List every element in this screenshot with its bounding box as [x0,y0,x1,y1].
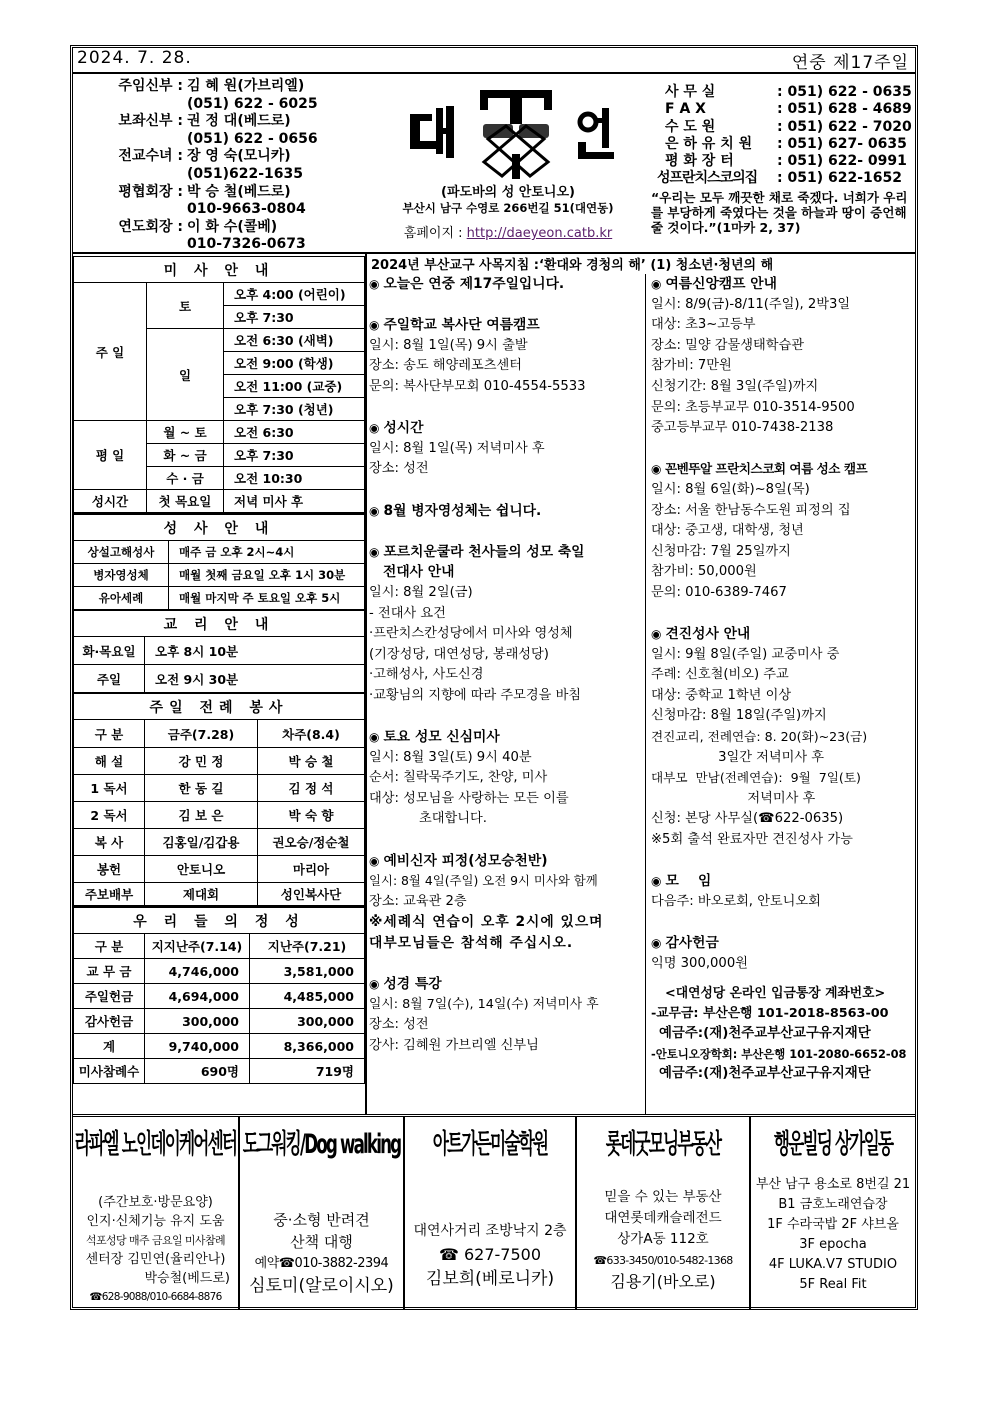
ad-title: 도그워킹/Dog walking [242,1129,401,1160]
mass-time: 오전 6:30 (새벽) [224,329,365,352]
notice-title: ◉ 모 임 [651,873,712,890]
bullet-icon: ◉ [369,853,380,868]
bullet-icon: ◉ [369,544,380,559]
notice-line: 초대합니다. [419,811,487,827]
notice-bold-line: 대부모님들은 참석해 주십시오. [369,935,574,951]
liturgy-role: 주보배부 [74,883,145,906]
notice-line: ·프란치스칸성당에서 미사와 영성체 [369,626,573,642]
notice-line: 중고등부교무 010-7438-2138 [651,420,834,436]
notices-middle [369,274,641,1057]
notice-title: ◉ 8월 병자영성체는 쉽니다. [369,502,542,519]
staff-list [83,78,373,254]
contact-value: : 051) 622 - 0635 [777,84,912,100]
liturgy-this-week: 강 민 정 [145,748,258,775]
offering-prev1: 8,366,000 [250,1034,365,1059]
column-divider [365,254,367,1114]
contact-label: 평 화 장 터 [665,153,734,170]
notice-title: ◉ 여름신앙캠프 안내 [651,276,777,292]
ad-body: 중·소형 반려견 산책 대행 예약☎010-3882-2394 심토미(알로이시오) [249,1211,394,1296]
liturgy-next-week: 권오승/정순철 [258,829,365,856]
weekday-days: 수 · 금 [147,467,224,490]
ad-daycare-center [73,1117,240,1310]
notice-line: 문의: 010-6389-7467 [651,584,787,600]
notice-line: 참가비: 50,000원 [651,564,757,580]
homepage-row [373,222,643,241]
offering-prev2: 300,000 [145,1009,250,1034]
offering-prev1: 4,485,000 [250,984,365,1009]
contact-label: 사 무 실 [665,84,716,100]
sacrament-value: 매월 마지막 주 토요일 오후 5시 [169,587,365,610]
staff-phone: (051) 622 - 0656 [187,130,318,147]
notice-line: 일시: 8월 6일(화)~8일(목) [651,481,810,497]
offering-prev1: 719명 [250,1059,365,1084]
notice-line: 일시: 8/9(금)-8/11(주일), 2박3일 [651,296,851,312]
sacrament-label: 유아세례 [74,587,169,610]
staff-phone: (051) 622 - 6025 [187,95,318,112]
notice-line: 강사: 김혜원 가브리엘 신부님 [369,1037,539,1053]
notice-line: 장소: 서울 한남동수도원 피정의 집 [651,502,851,518]
notice-line: 일시: 8월 3일(토) 9시 40분 [369,749,532,765]
ad-body: 믿을 수 있는 부동산 대연롯데캐슬레전드 상가A동 112호 ☎633-3450/010-5482-1368 김용기(바오로) [593,1189,733,1291]
bullet-icon: ◉ [369,421,380,436]
bullet-icon: ◉ [369,977,380,992]
bullet-icon: ◉ [651,277,662,291]
liturgy-header: 금주(7.28) [145,720,258,748]
ad-title: 롯데굿모닝부동산 [605,1129,721,1160]
contact-label: 성프란치스코의집 [657,170,758,187]
liturgy-next-week: 박 숙 향 [258,802,365,829]
notice-title: ◉ 꼰벤뚜알 프란치스코회 여름 성소 캠프 [651,461,868,477]
ad-body: 부산 남구 용소로 8번길 21 B1 금호노래연습장 1F 수라국밥 2F 샤브올 3F epocha 4F LUKA.V7 STUDIO 5F Real Fit [755,1177,911,1292]
bullet-icon: ◉ [369,503,380,518]
notice-title: ◉ 토요 성모 신심미사 [369,729,500,746]
notice-title: ◉ 감사헌금 [651,935,719,951]
holy-hour-time: 저녁 미사 후 [224,490,365,513]
offerings-table [73,906,365,1084]
bullet-icon: ◉ [369,730,380,745]
offerings-header: 지난주(7.21) [250,934,365,959]
notice-line: 일시: 8월 4일(주일) 오전 9시 미사와 함께 [369,873,598,889]
bulletin-page [70,45,918,1310]
liturgy-service-table [73,693,365,906]
offering-prev2: 4,694,000 [145,984,250,1009]
holy-hour-day: 첫 목요일 [147,490,224,513]
account-holder: 예금주:(재)천주교부산교구유지재단 [659,1066,871,1082]
notice-line: 주례: 신호철(비오) 주교 [651,667,789,683]
ad-real-estate [577,1117,751,1310]
mass-time: 오후 7:30 (청년) [224,398,365,421]
notice-line: ·교황님의 지향에 따라 주모경을 바침 [369,687,582,703]
notice-line: 장소: 성전 [369,1017,429,1033]
liturgy-role: 해 설 [74,748,145,775]
date-bar [73,48,915,74]
offering-prev2: 9,740,000 [145,1034,250,1059]
notice-line: 참가비: 7만원 [651,358,732,374]
mass-time: 오후 7:30 [224,444,365,467]
account-line: -안토니오장학회: 부산은행 101-2080-6652-08 [651,1047,907,1062]
notice-title: ◉ 성시간 [369,420,424,437]
staff-label: 연도회장 : [118,218,183,235]
sacrament-value: 매주 금 오후 2시~4시 [169,541,365,564]
liturgy-this-week: 한 동 길 [145,775,258,802]
homepage-label: 홈페이지 : [403,226,463,241]
notices-right [651,274,913,1084]
notice-line: 대상: 중학교 1학년 이상 [651,687,792,703]
staff-name: 김 혜 원(가브리엘) [187,78,305,94]
offering-category: 교 무 금 [74,959,145,984]
notice-line: 장소: 밀양 감물생태학습관 [651,337,804,353]
notice-line: 신청마감: 8월 18일(주일)까지 [651,708,827,724]
ad-title: 라파엘 노인데이케어센터 [74,1129,237,1160]
sacraments-title: 성 사 안 내 [74,514,365,541]
weekday-days: 월 ~ 토 [147,421,224,444]
staff-phone: (051)622-1635 [187,165,304,182]
staff-name: 박 승 철(베드로) [187,183,291,200]
contact-value: : 051) 628 - 4689 [777,101,912,118]
notice-line: - 전대사 요건 [369,605,446,621]
staff-name: 이 화 수(콜베) [187,218,278,235]
notice-line: 일시: 8월 7일(수), 14일(수) 저녁미사 후 [369,996,599,1012]
liturgy-next-week: 박 승 철 [258,748,365,775]
notice-line: 신청: 본당 사무실(☎622-0635) [651,811,844,827]
notice-line: 장소: 성전 [369,461,429,477]
mass-time: 오전 6:30 [224,421,365,444]
notice-line: 견진교리, 전례연습: 8. 20(화)~23(금) [651,729,868,745]
notice-line: 3일간 저녁미사 후 [651,749,825,765]
weekday-days: 화 ~ 금 [147,444,224,467]
staff-name: 권 정 대(베드로) [187,113,291,130]
notice-title: ◉ 견진성사 안내 [651,626,751,643]
liturgy-header: 구 분 [74,720,145,748]
liturgy-this-week: 안토니오 [145,856,258,883]
contact-value: : 051) 622- 0991 [777,153,907,170]
sacrament-label: 상설고해성사 [74,541,169,564]
offering-prev2: 690명 [145,1059,250,1084]
parish-masthead [373,78,643,241]
pastoral-headline: 2024년 부산교구 사목지침 :‘환대와 경청의 해’ (1) 청소년·청년의 해 [371,258,774,273]
bullet-icon: ◉ [651,462,661,477]
notice-line: 문의: 초등부교무 010-3514-9500 [651,399,855,415]
notice-line: 대상: 중고생, 대학생, 청년 [651,523,804,539]
notice-line: (기장성당, 대연성당, 봉래성당) [369,646,549,662]
liturgy-next-week: 김 정 석 [258,775,365,802]
saturday-label: 토 [147,283,224,329]
sacrament-label: 병자영성체 [74,564,169,587]
liturgy-this-week: 김 보 은 [145,802,258,829]
notice-line: 일시: 9월 8일(주일) 교중미사 중 [651,646,840,662]
bulletin-date: 2024. 7. 28. [77,48,192,68]
notice-line: 익명 300,000원 [651,955,748,971]
ad-title: 아트가든미술학원 [432,1129,548,1160]
daeyeon-logo-icon [388,84,628,179]
ad-body: 대연사거리 조방낙지 2층 ☎ 627-7500 김보희(베로니카) [413,1223,567,1289]
notice-line: 저녁미사 후 [651,790,816,806]
notice-line: 다음주: 바오로회, 안토니오회 [651,893,821,909]
ad-title: 행운빌딩 상가일동 [773,1129,893,1160]
notice-line: 신청마감: 7월 25일까지 [651,543,791,559]
staff-label: 보좌신부 : [118,113,183,130]
offering-category: 주일헌금 [74,984,145,1009]
offerings-header: 구 분 [74,934,145,959]
catechism-value: 오후 8시 10분 [145,637,365,665]
notice-line: 일시: 8월 1일(목) 저녁미사 후 [369,440,545,456]
offering-category: 감사헌금 [74,1009,145,1034]
staff-label: 주임신부 : [118,78,183,94]
schedule-column [73,256,365,1084]
mass-time: 오후 7:30 [224,306,365,329]
offering-prev1: 300,000 [250,1009,365,1034]
parish-logo [388,84,628,179]
notice-line: 대상: 초3~고등부 [651,317,756,333]
mass-time: 오후 4:00 (어린이) [224,283,365,306]
mass-time: 오전 11:00 (교중) [224,375,365,398]
ad-art-academy [405,1117,577,1310]
liturgy-this-week: 김홍일/김갑용 [145,829,258,856]
contact-value: : 051) 622 - 7020 [777,118,912,135]
staff-phone: 010-7326-0673 [187,236,306,253]
offerings-header: 지지난주(7.14) [145,934,250,959]
mass-time: 오전 10:30 [224,467,365,490]
contact-label: 수 도 원 [665,118,716,135]
contact-value: : 051) 627- 0635 [777,135,907,152]
contact-label: F A X [665,101,706,118]
offerings-title: 우 리 들 의 정 성 [74,907,365,934]
catechism-label: 주일 [74,665,145,693]
parish-address: 부산시 남구 수영로 266번길 51(대연동) [402,201,614,215]
liturgy-role: 복 사 [74,829,145,856]
liturgical-week: 연중 제17주일 [791,53,909,73]
liturgy-role: 봉헌 [74,856,145,883]
mass-schedule-table [73,256,365,513]
mass-time: 오전 9:00 (학생) [224,352,365,375]
sun-label: 일 [147,329,224,421]
liturgy-header: 차주(8.4) [258,720,365,748]
notice-line: 신청기간: 8월 3일(주일)까지 [651,378,819,394]
notice-title: ◉ 성경 특강 [369,976,442,993]
notice-line: ·고해성사, 사도신경 [369,667,484,683]
scripture-quote: “우리는 모두 깨끗한 채로 죽겠다. 너희가 우리를 부당하게 죽였다는 것을 하늘과 땅이 증언해 줄 것이다.”(1마카 2, 37) [651,189,908,235]
parish-patron: (파도바의 성 안토니오) [441,185,575,200]
notice-bold-line: ※세례식 연습이 오후 2시에 있으며 [369,914,604,931]
weekday-label: 평 일 [74,421,147,490]
offering-prev1: 3,581,000 [250,959,365,984]
column-divider [645,274,646,1114]
liturgy-this-week: 제대회 [145,883,258,906]
account-holder: 예금주:(재)천주교부산교구유지재단 [659,1026,871,1042]
bullet-icon: ◉ [369,318,380,333]
staff-phone: 010-9663-0804 [187,201,306,218]
ad-building-tenants [751,1117,915,1310]
notice-line: 일시: 8월 2일(금) [369,584,473,600]
bullet-icon: ◉ [651,936,662,950]
notice-title-cont: 전대사 안내 [383,564,455,581]
catechism-table [73,610,365,693]
bullet-icon: ◉ [651,874,662,889]
notice-title: ◉ 예비신자 피정(성모승천반) [369,852,548,869]
catechism-value: 오전 9시 30분 [145,665,365,693]
holy-hour-label: 성시간 [74,490,147,513]
sacrament-value: 매월 첫째 금요일 오후 1시 30분 [169,564,365,587]
liturgy-role: 1 독서 [74,775,145,802]
catechism-label: 화·목요일 [74,637,145,665]
notice-line: 문의: 복사단부모회 010-4554-5533 [369,378,586,394]
offering-category: 계 [74,1034,145,1059]
account-line: -교무금: 부산은행 101-2018-8563-00 [651,1006,889,1022]
sunday-label: 주 일 [74,283,147,421]
catechism-title: 교 리 안 내 [74,611,365,637]
advertisements [73,1114,915,1310]
staff-label: 평협회장 : [118,183,183,200]
notice-line: 대부모 만남(전례연습): 9월 7일(토) [651,770,861,786]
notice-title: ◉ 주일학교 복사단 여름캠프 [369,317,540,334]
notice-line: 순서: 칠락묵주기도, 찬양, 미사 [369,770,548,786]
notice-title: ◉ 포르치운쿨라 천사들의 성모 축일 [369,543,585,560]
contact-list [651,84,913,235]
notice-line: 장소: 교육관 2층 [369,893,467,909]
sacraments-table [73,513,365,610]
contact-value: : 051) 622-1652 [777,170,902,187]
staff-name: 장 영 숙(모니카) [187,148,291,165]
offering-prev2: 4,746,000 [145,959,250,984]
notice-line: 장소: 송도 해양레포츠센터 [369,358,522,374]
mass-title: 미 사 안 내 [74,257,365,283]
homepage-link[interactable]: http://daeyeon.catb.kr [466,226,613,241]
notice-line: 일시: 8월 1일(목) 9시 출발 [369,337,528,353]
notice-title: ◉ 오늘은 연중 제17주일입니다. [369,276,565,292]
liturgy-title: 주일 전례 봉사 [74,694,365,720]
notice-line: ※5회 출석 완료자만 견진성사 가능 [651,832,853,848]
staff-label: 전교수녀 : [118,148,183,165]
ad-dog-walking [240,1117,405,1310]
liturgy-role: 2 독서 [74,802,145,829]
notice-line: 대상: 성모님을 사랑하는 모든 이를 [369,790,569,806]
contact-label: 은 하 유 치 원 [665,135,753,152]
liturgy-next-week: 성인복사단 [258,883,365,906]
accounts-title: <대연성당 온라인 입금통장 계좌번호> [665,986,886,1002]
bullet-icon: ◉ [651,627,662,642]
ad-body: (주간보호·방문요양) 인지·신체기능 유지 도움 석포성당 매주 금요일 미사참례 센터장 김민연(율리안나) 박승철(베드로) ☎628-9088/010-6684-8876 [85,1195,230,1303]
liturgy-next-week: 마리아 [258,856,365,883]
offering-category: 미사참례수 [74,1059,145,1084]
bullet-icon: ◉ [369,277,380,291]
